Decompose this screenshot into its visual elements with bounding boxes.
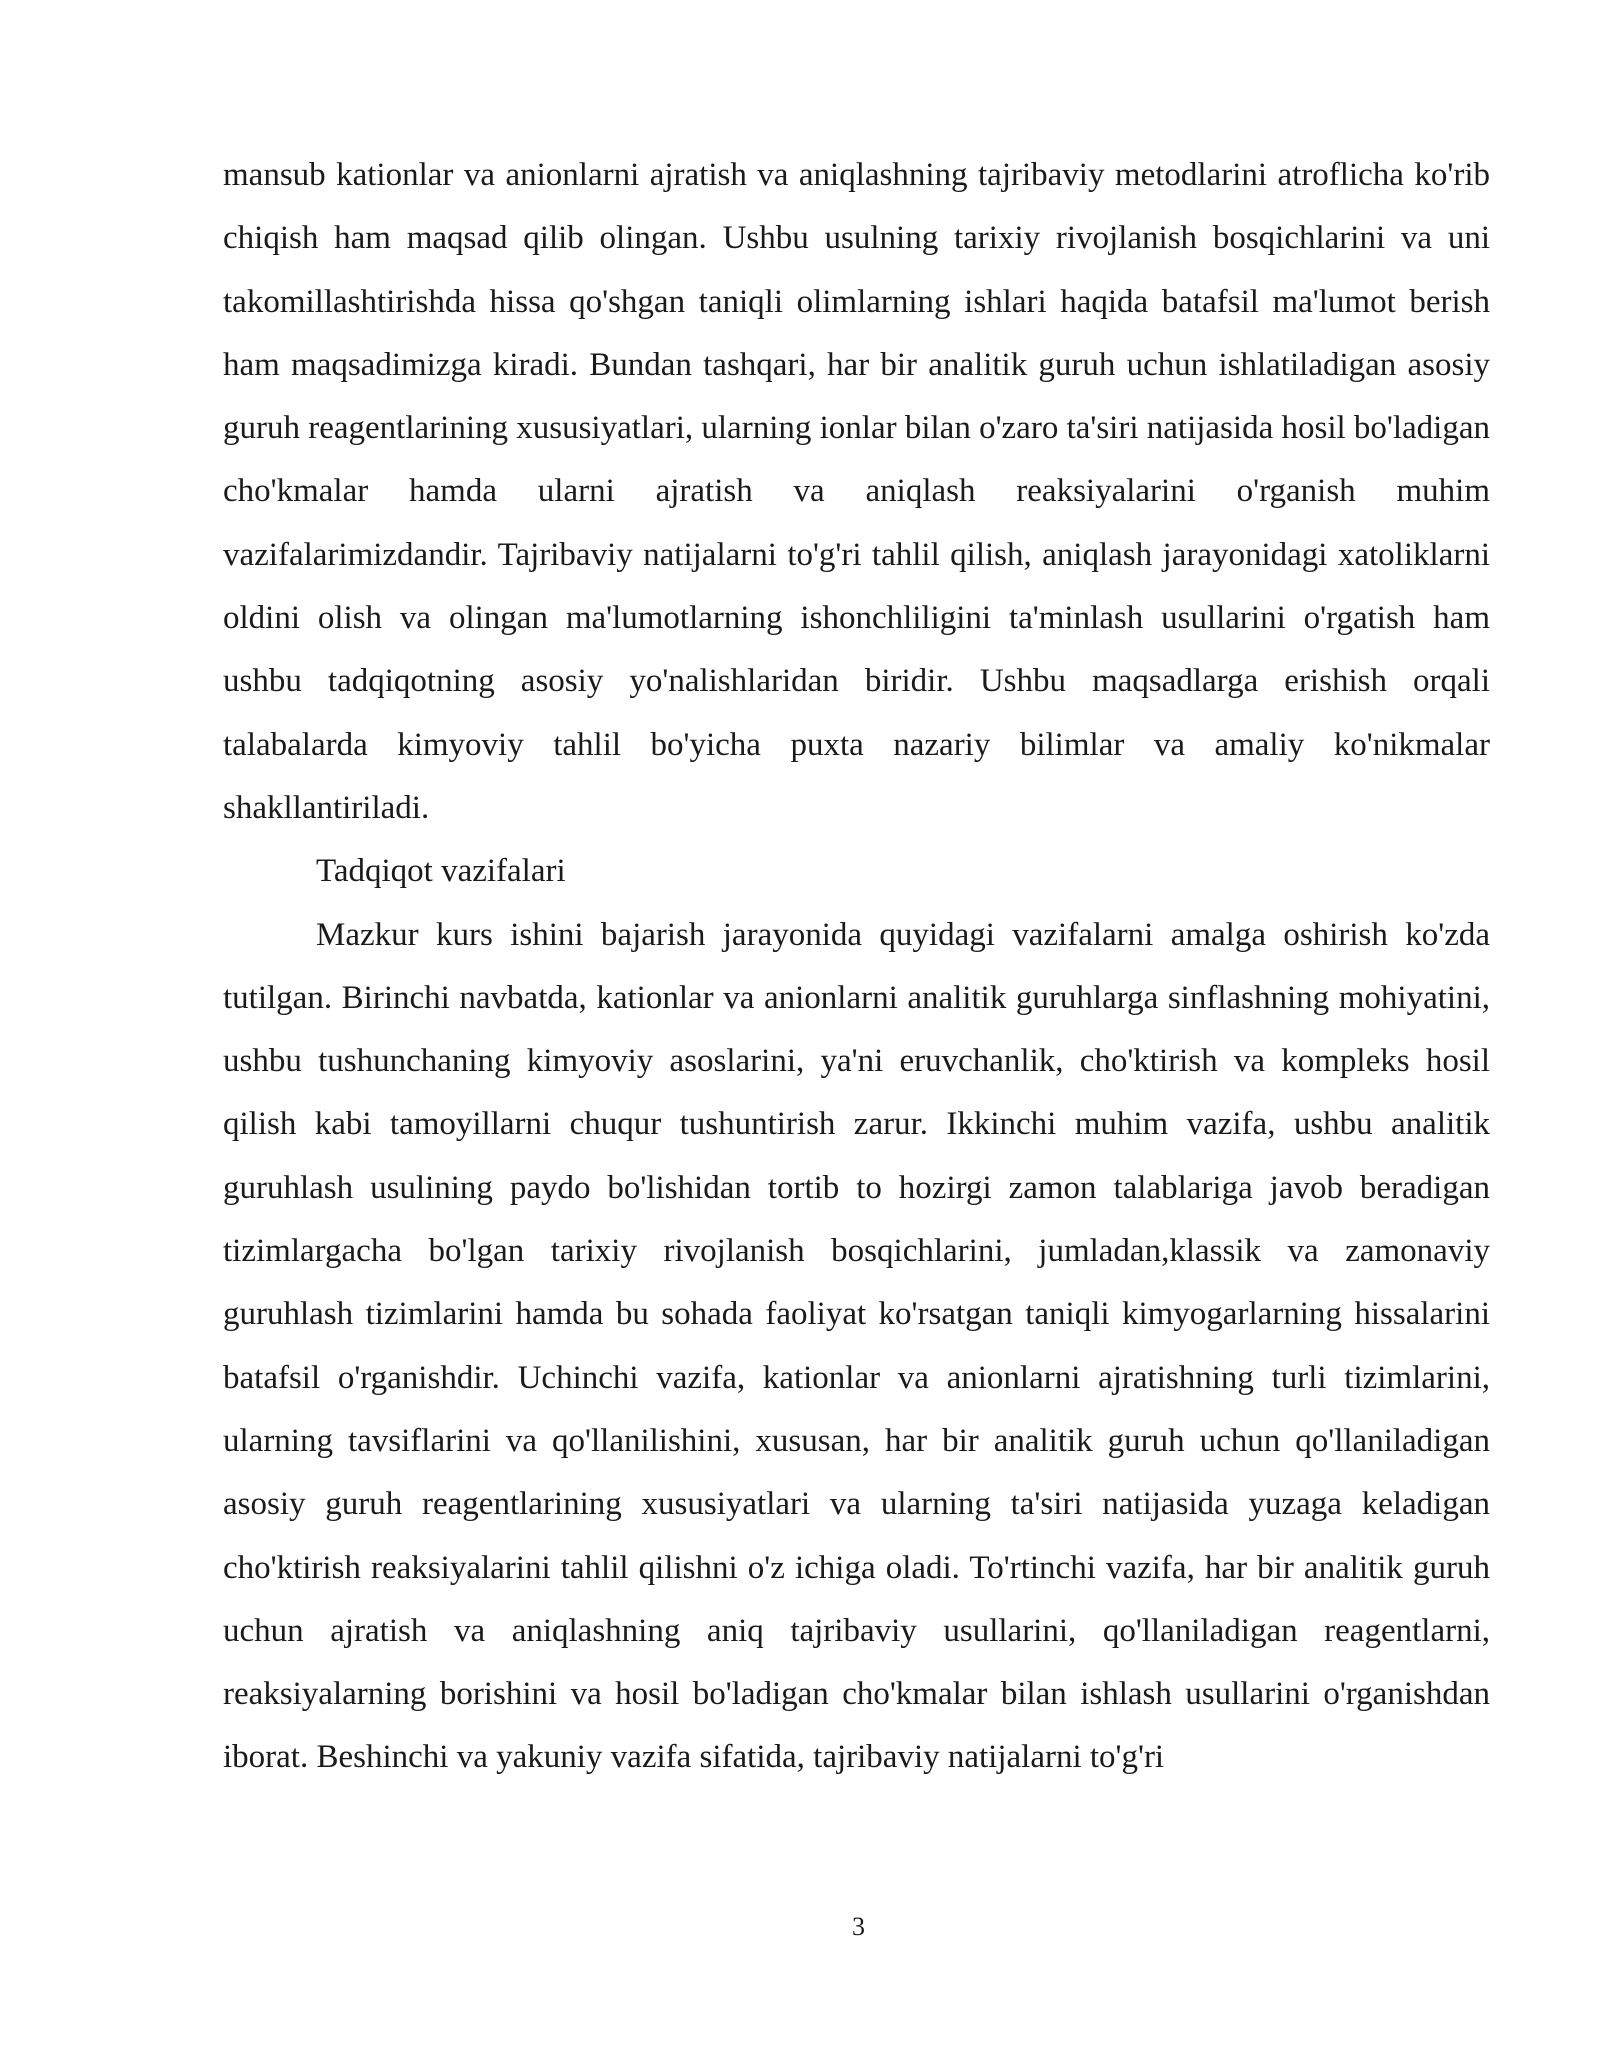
body-text	[223, 144, 1490, 1790]
paragraph-tasks: Mazkur kurs ishini bajarish jarayonida quyidagi vazifalarni amalga oshirish ko'zda tutilgan. Birinchi navbatda, kationlar va anionlarni analitik guruhlarga sinflashning mohiyatini, ushbu tushunchaning kimyoviy asoslarini, ya'ni eruvchanlik, cho'ktirish va kompleks hosil qilish kabi tamoyillarni chuqur tushuntirish zarur. Ikkinchi muhim vazifa, ushbu analitik guruhlash usulining paydo bo'lishidan tortib to hozirgi zamon talablariga javob beradigan tizimlargacha bo'lgan tarixiy rivojlanish bosqichlarini, jumladan,klassik va zamonaviy guruhlash tizimlarini hamda bu sohada faoliyat ko'rsatgan taniqli kimyogarlarning hissalarini batafsil o'rganishdir. Uchinchi vazifa, kationlar va anionlarni ajratishning turli tizimlarini, ularning tavsiflarini va qo'llanilishini, xususan, har bir analitik guruh uchun qo'llaniladigan asosiy guruh reagentlarining xususiyatlari va ularning ta'siri natijasida yuzaga keladigan cho'ktirish reaksiyalarini tahlil qilishni o'z ichiga oladi. To'rtinchi vazifa, har bir analitik guruh uchun ajratish va aniqlashning aniq tajribaviy usullarini, qo'llaniladigan reagentlarni, reaksiyalarning borishini va hosil bo'ladigan cho'kmalar bilan ishlash usullarini o'rganishdan iborat. Beshinchi va yakuniy vazifa sifatida, tajribaviy natijalarni to'g'ri	[223, 916, 1490, 1776]
page-number: 3	[852, 1912, 865, 1941]
section-heading: Tadqiqot vazifalari	[316, 853, 566, 890]
paragraph-goals-continued: mansub kationlar va anionlarni ajratish va aniqlashning tajribaviy metodlarini atroflicha ko'rib chiqish ham maqsad qilib olingan. Ushbu usulning tarixiy rivojlanish bosqichlarini va uni takomillashtirishda hissa qo'shgan taniqli olimlarning ishlari haqida batafsil ma'lumot berish ham maqsadimizga kiradi. Bundan tashqari, har bir analitik guruh uchun ishlatiladigan asosiy guruh reagentlarining xususiyatlari, ularning ionlar bilan o'zaro ta'siri natijasida hosil bo'ladigan cho'kmalar hamda ularni ajratish va aniqlash reaksiyalarini o'rganish muhim vazifalarimizdandir. Tajribaviy natijalarni to'g'ri tahlil qilish, aniqlash jarayonidagi xatoliklarni oldini olish va olingan ma'lumotlarning ishonchliligini ta'minlash usullarini o'rgatish ham ushbu tadqiqotning asosiy yo'nalishlaridan biridir. Ushbu maqsadlarga erishish orqali talabalarda kimyoviy tahlil bo'yicha puxta nazariy bilimlar va amaliy ko'nikmalar shakllantiriladi.	[223, 157, 1490, 826]
